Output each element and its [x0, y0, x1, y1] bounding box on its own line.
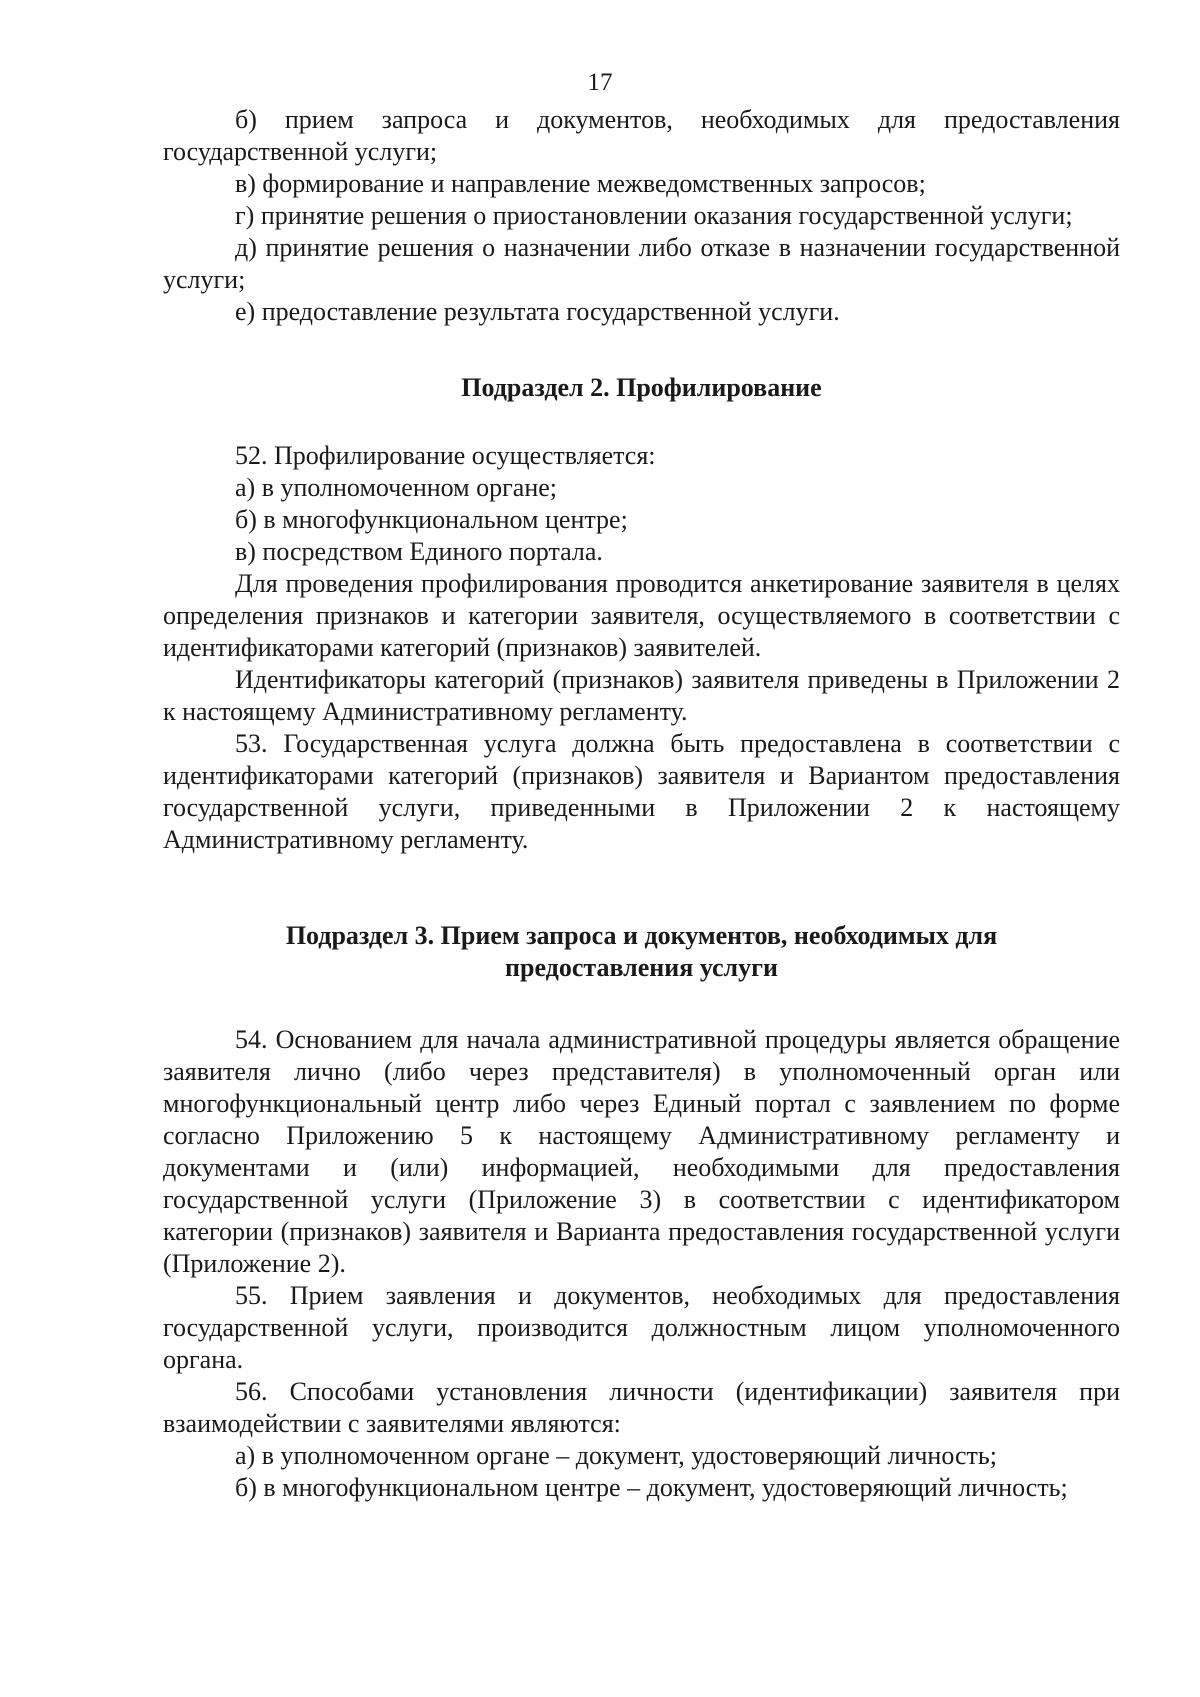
paragraph: б) в многофункциональном центре – документ, удостоверяющий личность; [235, 1473, 1068, 1502]
paragraph: в) посредством Единого портала. [235, 537, 603, 566]
paragraph: а) в уполномоченном органе; [235, 473, 558, 502]
subsection-2-title: Подраздел 2. Профилирование [461, 373, 822, 402]
paragraph: 54. Основанием для начала административной процедуры является обращение заявителя лично (либо через представителя) в уполномоченный орган или многофункциональный центр либо через Единый портал с заявлением по форме согласно Приложению 5 к настоящему Административному регламенту и документами и (или) информацией, необходимыми для предоставления государственной услуги (Приложение 3) в соответствии с идентификатором категории (признаков) заявителя и Варианта предоставления государственной услуги (Приложение 2). [163, 1025, 1120, 1278]
paragraph: б) в многофункциональном центре; [235, 505, 628, 534]
paragraph: 56. Способами установления личности (идентификации) заявителя при взаимодействии с заявителями являются: [163, 1377, 1120, 1438]
list-item: г) принятие решения о приостановлении оказания государственной услуги; [235, 201, 1073, 230]
subsection-3-title-line-1: Подраздел 3. Прием запроса и документов, необходимых для [285, 921, 998, 950]
list-item: б) прием запроса и документов, необходимых для предоставления государственной услуги; [163, 105, 1120, 166]
paragraph: а) в уполномоченном органе – документ, удостоверяющий личность; [235, 1441, 997, 1470]
list-item: д) принятие решения о назначении либо отказе в назначении государственной услуги; [163, 233, 1120, 294]
subsection-3-title-line-2: предоставления услуги [505, 953, 778, 982]
paragraph: 53. Государственная услуга должна быть предоставлена в соответствии с идентификаторами категорий (признаков) заявителя и Вариантом предоставления государственной услуги, приведенными в Приложении 2 к настоящему Административному регламенту. [163, 729, 1120, 854]
subsection-3 [163, 920, 1120, 1504]
subsection-2 [163, 372, 1120, 856]
list-item: в) формирование и направление межведомственных запросов; [235, 169, 926, 198]
page-number: 17 [587, 69, 613, 96]
paragraph: 52. Профилирование осуществляется: [235, 441, 656, 470]
list-item: е) предоставление результата государственной услуги. [235, 297, 840, 326]
paragraph: 55. Прием заявления и документов, необходимых для предоставления государственной услуги, производится должностным лицом уполномоченного органа. [163, 1281, 1120, 1374]
paragraph: Идентификаторы категорий (признаков) заявителя приведены в Приложении 2 к настоящему Административному регламенту. [163, 665, 1120, 726]
paragraph: Для проведения профилирования проводится анкетирование заявителя в целях определения признаков и категории заявителя, осуществляемого в соответствии с идентификаторами категорий (признаков) заявителей. [163, 569, 1120, 662]
procedures-list [163, 104, 1120, 328]
